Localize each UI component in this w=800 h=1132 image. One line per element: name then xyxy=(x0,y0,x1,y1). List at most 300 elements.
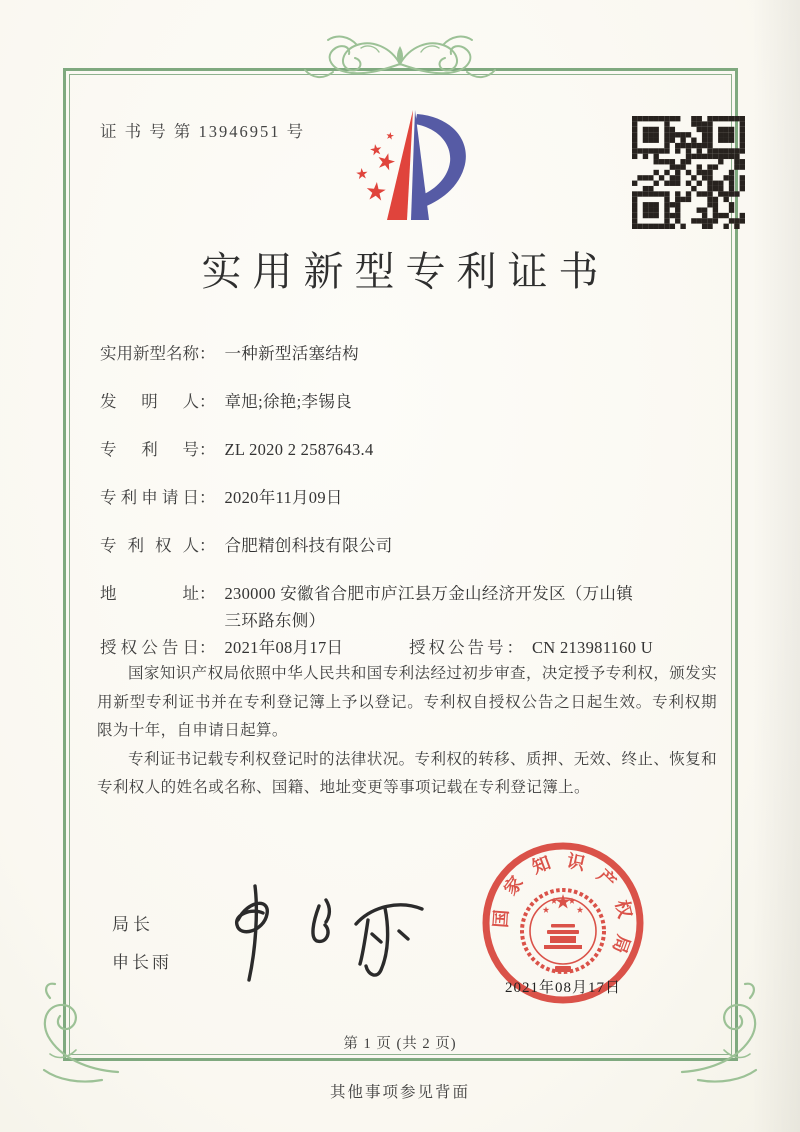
qr-module xyxy=(637,148,642,153)
qr-module xyxy=(718,148,723,153)
qr-module xyxy=(632,202,637,207)
qr-module xyxy=(729,202,734,207)
qr-module xyxy=(643,138,648,143)
qr-module xyxy=(670,224,675,229)
qr-module xyxy=(686,143,691,148)
qr-module xyxy=(632,138,637,143)
qr-module xyxy=(702,170,707,175)
qr-module xyxy=(680,138,685,143)
field-colon: ： xyxy=(199,440,216,459)
qr-module xyxy=(670,127,675,132)
star-icon xyxy=(555,894,570,909)
qr-module xyxy=(664,170,669,175)
qr-module xyxy=(675,213,680,218)
qr-module xyxy=(740,116,745,121)
seal-character: 局 xyxy=(608,932,634,957)
qr-module xyxy=(740,213,745,218)
qr-module xyxy=(686,159,691,164)
qr-module xyxy=(643,207,648,212)
qr-module xyxy=(659,175,664,180)
qr-module xyxy=(740,164,745,169)
qr-module xyxy=(643,186,648,191)
qr-module xyxy=(729,170,734,175)
qr-module xyxy=(675,218,680,223)
qr-module xyxy=(729,154,734,159)
qr-module xyxy=(707,170,712,175)
field-value: ZL 2020 2 2587643.4 xyxy=(224,440,374,459)
qr-module xyxy=(675,175,680,180)
field-value: 2020年11月09日 xyxy=(224,488,343,507)
field-row xyxy=(100,440,660,488)
qr-module xyxy=(632,213,637,218)
seal-character: 权 xyxy=(611,898,636,921)
qr-module xyxy=(740,138,745,143)
grant-row xyxy=(100,638,660,662)
qr-module xyxy=(702,224,707,229)
qr-module xyxy=(670,213,675,218)
qr-module xyxy=(697,121,702,126)
qr-module xyxy=(707,154,712,159)
field-colon: ： xyxy=(199,584,216,603)
qr-module xyxy=(713,154,718,159)
qr-module xyxy=(702,132,707,137)
qr-module xyxy=(670,159,675,164)
qr-module xyxy=(675,197,680,202)
grant-number-value: CN 213981160 U xyxy=(532,638,653,657)
qr-module xyxy=(702,121,707,126)
qr-module xyxy=(648,116,653,121)
qr-module xyxy=(654,154,659,159)
qr-module xyxy=(729,148,734,153)
field-label: 地址 xyxy=(100,584,199,603)
qr-module xyxy=(702,143,707,148)
qr-module xyxy=(632,207,637,212)
qr-module xyxy=(713,148,718,153)
field-value: 230000 安徽省合肥市庐江县万金山经济开发区（万山镇三环路东侧） xyxy=(224,584,634,630)
star-icon xyxy=(370,144,381,155)
qr-module xyxy=(718,127,723,132)
qr-module xyxy=(654,132,659,137)
field-value: 一种新型活塞结构 xyxy=(224,344,359,363)
qr-module xyxy=(718,132,723,137)
qr-module xyxy=(664,191,669,196)
qr-module xyxy=(713,213,718,218)
qr-module xyxy=(702,218,707,223)
qr-module xyxy=(680,143,685,148)
star-icon xyxy=(387,132,395,140)
qr-module xyxy=(659,159,664,164)
qr-module xyxy=(707,148,712,153)
qr-module xyxy=(654,159,659,164)
qr-module xyxy=(632,132,637,137)
field-colon: ： xyxy=(199,392,216,411)
qr-module xyxy=(734,116,739,121)
qr-module xyxy=(675,132,680,137)
qr-module xyxy=(723,138,728,143)
qr-module xyxy=(664,138,669,143)
field-label: 授权公告日 xyxy=(100,638,199,657)
page-indicator: 第 1 页 (共 2 页) xyxy=(343,1036,457,1052)
qr-module xyxy=(723,224,728,229)
qr-module xyxy=(691,116,696,121)
qr-module xyxy=(632,121,637,126)
cnipa-logo-icon xyxy=(332,100,490,228)
qr-module xyxy=(648,148,653,153)
qr-module xyxy=(670,116,675,121)
field-colon: ： xyxy=(199,488,216,507)
seal-character: 知 xyxy=(529,852,554,878)
qr-module xyxy=(632,218,637,223)
seal-character: 家 xyxy=(500,872,527,899)
qr-module xyxy=(675,191,680,196)
qr-module xyxy=(729,175,734,180)
qr-module xyxy=(740,181,745,186)
qr-module xyxy=(691,138,696,143)
qr-module xyxy=(680,132,685,137)
star-icon xyxy=(367,182,386,201)
qr-module xyxy=(632,143,637,148)
qr-module xyxy=(680,159,685,164)
qr-module xyxy=(648,186,653,191)
legal-paragraph-2: 专利证书记载专利权登记时的法律状况。专利权的转移、质押、无效、终止、恢复和专利权人的姓名或名称、国籍、地址变更等事项记载在专利登记簿上。 xyxy=(97,750,717,796)
qr-module xyxy=(670,202,675,207)
qr-module xyxy=(670,181,675,186)
qr-module xyxy=(654,224,659,229)
qr-module xyxy=(740,186,745,191)
qr-module xyxy=(697,218,702,223)
qr-module xyxy=(702,207,707,212)
qr-module xyxy=(723,132,728,137)
qr-module xyxy=(697,127,702,132)
qr-module xyxy=(648,202,653,207)
qr-module xyxy=(654,191,659,196)
qr-module xyxy=(740,121,745,126)
qr-module xyxy=(675,170,680,175)
qr-module xyxy=(702,127,707,132)
qr-module xyxy=(659,191,664,196)
field-colon: ： xyxy=(199,344,216,363)
qr-module xyxy=(664,143,669,148)
qr-module xyxy=(718,138,723,143)
qr-module xyxy=(707,143,712,148)
qr-module xyxy=(670,175,675,180)
qr-module xyxy=(632,197,637,202)
qr-module xyxy=(664,207,669,212)
qr-module xyxy=(680,197,685,202)
field-row xyxy=(100,536,660,584)
qr-module xyxy=(654,170,659,175)
qr-module xyxy=(654,138,659,143)
qr-module xyxy=(697,116,702,121)
qr-module xyxy=(654,148,659,153)
qr-module xyxy=(632,181,637,186)
seal-date: 2021年08月17日 xyxy=(504,980,621,996)
qr-module xyxy=(723,191,728,196)
qr-module xyxy=(713,164,718,169)
qr-module xyxy=(740,143,745,148)
qr-module xyxy=(697,154,702,159)
qr-module xyxy=(729,191,734,196)
qr-module xyxy=(723,148,728,153)
qr-module xyxy=(707,138,712,143)
qr-module xyxy=(723,127,728,132)
qr-module xyxy=(664,213,669,218)
qr-module xyxy=(664,218,669,223)
field-label: 发明人 xyxy=(100,392,199,411)
qr-module xyxy=(643,175,648,180)
qr-module xyxy=(718,181,723,186)
qr-module xyxy=(734,218,739,223)
qr-module xyxy=(670,132,675,137)
seal-character: 产 xyxy=(593,865,620,893)
qr-module xyxy=(659,224,664,229)
qr-module xyxy=(659,148,664,153)
qr-module xyxy=(664,224,669,229)
qr-module xyxy=(723,116,728,121)
qr-module xyxy=(648,213,653,218)
qr-module xyxy=(723,213,728,218)
qr-module xyxy=(659,116,664,121)
field-label: 专利号 xyxy=(100,440,199,459)
qr-module xyxy=(697,164,702,169)
qr-module xyxy=(734,159,739,164)
field-row xyxy=(100,344,660,392)
qr-module xyxy=(637,224,642,229)
qr-module xyxy=(723,175,728,180)
qr-module xyxy=(729,127,734,132)
star-icon xyxy=(577,906,584,913)
qr-module xyxy=(734,191,739,196)
star-icon xyxy=(379,153,396,170)
field-label: 实用新型名称 xyxy=(100,344,199,363)
qr-module xyxy=(697,207,702,212)
qr-module xyxy=(643,213,648,218)
qr-module xyxy=(632,191,637,196)
qr-module xyxy=(664,148,669,153)
field-value: 章旭;徐艳;李锡良 xyxy=(224,392,352,411)
qr-module xyxy=(680,224,685,229)
qr-module xyxy=(740,175,745,180)
qr-module xyxy=(675,143,680,148)
qr-module xyxy=(707,121,712,126)
qr-module xyxy=(675,181,680,186)
qr-module xyxy=(670,138,675,143)
star-icon xyxy=(356,168,367,179)
qr-module xyxy=(713,207,718,212)
qr-module xyxy=(707,127,712,132)
qr-module xyxy=(697,191,702,196)
qr-module xyxy=(675,164,680,169)
qr-module xyxy=(718,186,723,191)
qr-module xyxy=(713,181,718,186)
qr-module xyxy=(707,191,712,196)
qr-module xyxy=(697,148,702,153)
director-title: 局长 xyxy=(112,915,154,934)
qr-module xyxy=(718,159,723,164)
qr-module xyxy=(637,116,642,121)
qr-module xyxy=(707,175,712,180)
qr-module xyxy=(691,186,696,191)
qr-module xyxy=(664,202,669,207)
qr-module xyxy=(740,218,745,223)
qr-module xyxy=(718,116,723,121)
qr-module xyxy=(691,154,696,159)
qr-code xyxy=(632,116,745,229)
field-row xyxy=(100,488,660,536)
qr-module xyxy=(643,224,648,229)
qr-module xyxy=(723,154,728,159)
qr-module xyxy=(691,121,696,126)
qr-module xyxy=(664,159,669,164)
qr-module xyxy=(702,191,707,196)
qr-module xyxy=(702,154,707,159)
qr-module xyxy=(654,127,659,132)
legal-paragraph-1: 国家知识产权局依照中华人民共和国专利法经过初步审查，决定授予专利权，颁发实用新型专利证书并在专利登记簿上予以登记。专利权自授权公告之日起生效。专利权期限为十年，自申请日起算。 xyxy=(97,665,717,739)
qr-module xyxy=(713,186,718,191)
qr-module xyxy=(675,202,680,207)
qr-module xyxy=(680,164,685,169)
qr-module xyxy=(729,116,734,121)
certificate-number: 证 书 号 第 13946951 号 xyxy=(100,122,306,141)
qr-module xyxy=(643,148,648,153)
qr-module xyxy=(740,132,745,137)
star-icon xyxy=(543,906,550,913)
qr-module xyxy=(697,170,702,175)
director-signature-icon xyxy=(222,880,440,988)
qr-module xyxy=(643,132,648,137)
qr-module xyxy=(675,207,680,212)
qr-module xyxy=(713,116,718,121)
qr-module xyxy=(648,132,653,137)
qr-module xyxy=(729,181,734,186)
qr-module xyxy=(686,154,691,159)
qr-module xyxy=(675,148,680,153)
qr-module xyxy=(697,181,702,186)
qr-module xyxy=(740,159,745,164)
qr-module xyxy=(702,213,707,218)
grant-number-pair xyxy=(409,638,653,661)
qr-module xyxy=(654,213,659,218)
field-colon: ： xyxy=(199,536,216,555)
field-colon: ： xyxy=(199,638,216,657)
qr-module xyxy=(637,191,642,196)
qr-module xyxy=(707,164,712,169)
qr-module xyxy=(686,191,691,196)
qr-module xyxy=(707,224,712,229)
grant-date-pair xyxy=(100,638,343,662)
field-value: 合肥精创科技有限公司 xyxy=(224,536,393,555)
seal-character: 国 xyxy=(490,908,512,929)
qr-module xyxy=(632,224,637,229)
field-label: 专利申请日 xyxy=(100,488,199,507)
qr-module xyxy=(707,197,712,202)
qr-module xyxy=(648,207,653,212)
qr-module xyxy=(718,213,723,218)
qr-module xyxy=(686,148,691,153)
qr-module xyxy=(664,181,669,186)
qr-module xyxy=(729,207,734,212)
field-colon: ： xyxy=(506,638,523,657)
qr-module xyxy=(643,202,648,207)
qr-module xyxy=(734,164,739,169)
qr-module xyxy=(648,224,653,229)
grant-date-value: 2021年08月17日 xyxy=(224,638,344,657)
qr-module xyxy=(718,154,723,159)
qr-module xyxy=(707,181,712,186)
qr-module xyxy=(664,127,669,132)
qr-module xyxy=(707,186,712,191)
qr-module xyxy=(702,175,707,180)
qr-module xyxy=(723,197,728,202)
field-label: 授权公告号 xyxy=(409,638,507,657)
qr-module xyxy=(707,202,712,207)
qr-module xyxy=(713,202,718,207)
qr-module xyxy=(664,121,669,126)
qr-module xyxy=(713,197,718,202)
qr-module xyxy=(654,202,659,207)
qr-module xyxy=(637,175,642,180)
qr-module xyxy=(697,143,702,148)
qr-module xyxy=(670,164,675,169)
director-name: 申长雨 xyxy=(112,953,172,972)
qr-module xyxy=(643,116,648,121)
qr-module xyxy=(707,218,712,223)
qr-module xyxy=(643,154,648,159)
qr-module xyxy=(740,148,745,153)
qr-module xyxy=(729,138,734,143)
qr-module xyxy=(632,154,637,159)
qr-module xyxy=(654,181,659,186)
qr-module xyxy=(729,186,734,191)
qr-module xyxy=(734,224,739,229)
qr-module xyxy=(729,132,734,137)
back-note: 其他事项参见背面 xyxy=(329,1084,470,1101)
field-row xyxy=(100,392,660,440)
qr-module xyxy=(632,116,637,121)
field-label: 专利权人 xyxy=(100,536,199,555)
qr-module xyxy=(691,218,696,223)
qr-module xyxy=(729,218,734,223)
qr-module xyxy=(718,191,723,196)
qr-module xyxy=(632,148,637,153)
qr-module xyxy=(664,116,669,121)
qr-module xyxy=(713,218,718,223)
qr-module xyxy=(648,191,653,196)
qr-module xyxy=(648,175,653,180)
qr-module xyxy=(686,181,691,186)
qr-module xyxy=(686,170,691,175)
field-list xyxy=(100,344,660,662)
qr-module xyxy=(686,197,691,202)
seal-character: 识 xyxy=(565,850,587,875)
qr-module xyxy=(702,138,707,143)
qr-module xyxy=(734,148,739,153)
qr-module xyxy=(664,132,669,137)
legal-paragraphs xyxy=(97,660,717,803)
qr-module xyxy=(740,127,745,132)
qr-module xyxy=(686,132,691,137)
qr-module xyxy=(648,138,653,143)
qr-module xyxy=(643,191,648,196)
qr-module xyxy=(707,132,712,137)
certificate-title: 实用新型专利证书 xyxy=(201,249,610,294)
qr-module xyxy=(654,116,659,121)
qr-module xyxy=(643,127,648,132)
qr-module xyxy=(675,116,680,121)
qr-module xyxy=(664,197,669,202)
qr-module xyxy=(648,127,653,132)
qr-module xyxy=(691,143,696,148)
